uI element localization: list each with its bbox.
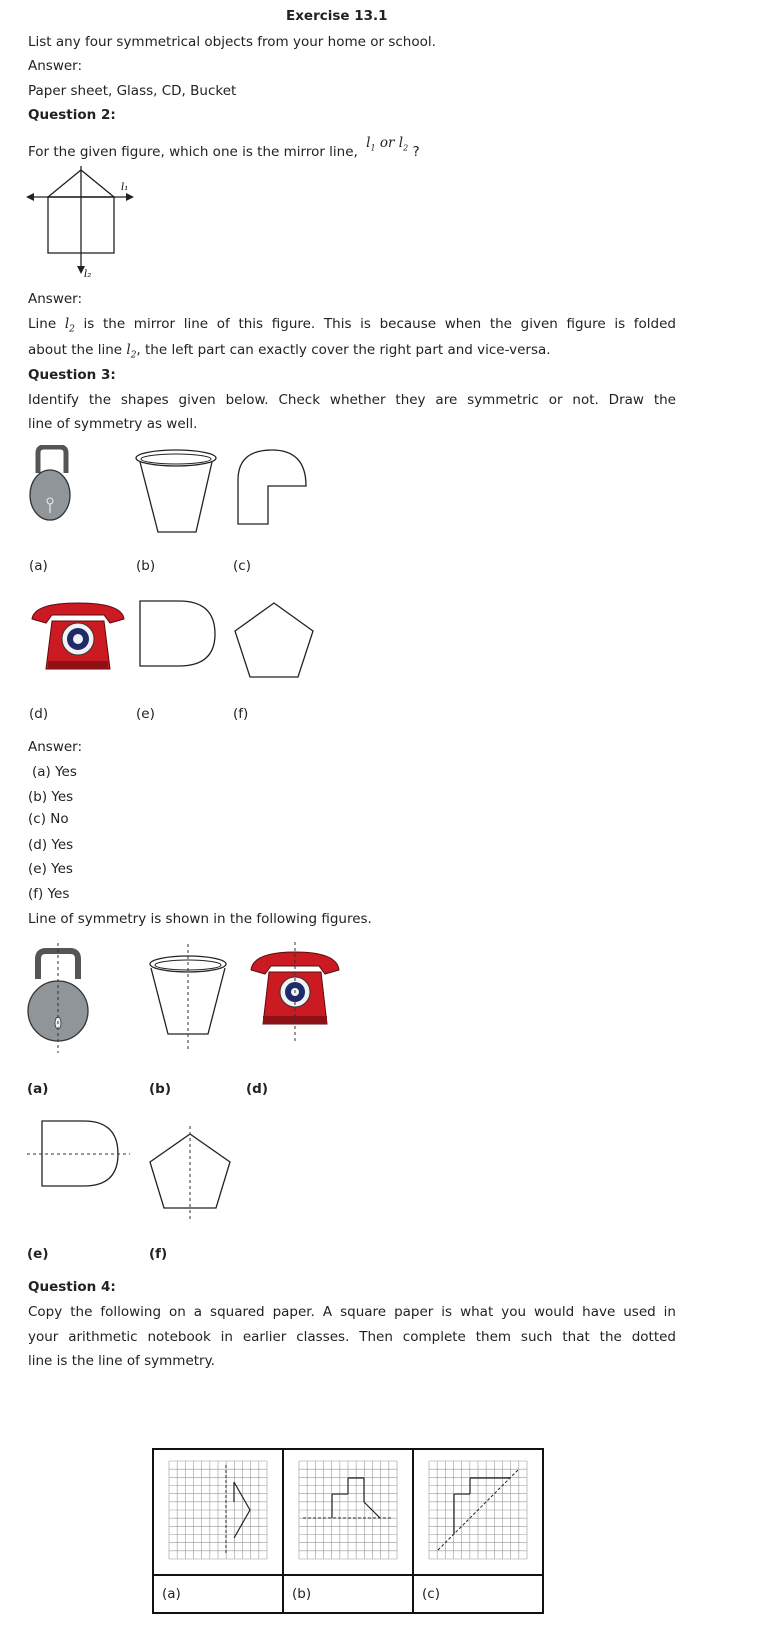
q4-text2: your arithmetic notebook in earlier classes. Then complete them such that the dotted: [28, 1329, 676, 1345]
d-shape-figure: [137, 598, 219, 670]
caption-a: (a): [29, 558, 48, 574]
var-l2: $l_2$: [64, 316, 75, 335]
grid-caption-b: (b): [283, 1575, 413, 1613]
q3-answer-d: (d) Yes: [28, 837, 74, 853]
pentagon-figure: [231, 600, 317, 680]
caption-e: (e): [136, 706, 155, 722]
grid-caption-a: (a): [153, 1575, 283, 1613]
q3-symmetry-text: Line of symmetry is shown in the following figures.: [28, 911, 372, 927]
grid-figure-c: [428, 1460, 528, 1560]
shape-edge: [234, 1482, 250, 1510]
q3-answer-label: Answer:: [28, 739, 83, 755]
sym-caption-e: (e): [27, 1246, 49, 1262]
sym-caption-d: (d): [246, 1081, 269, 1097]
q2-answer-line2: about the line $l_2$, the left part can exactly cover the right part and vice-versa.: [28, 342, 551, 361]
q4-text1: Copy the following on a squared paper. A square paper is what you would have used in: [28, 1304, 676, 1320]
caption-c: (c): [233, 558, 251, 574]
var-l2: $l_2$: [126, 342, 137, 361]
grid-caption-c: (c): [413, 1575, 543, 1613]
padlock-figure: [28, 445, 80, 527]
q3-heading: Question 3:: [28, 367, 116, 383]
caption-f: (f): [233, 706, 249, 722]
q3-answer-f: (f) Yes: [28, 886, 70, 902]
telephone-symmetry-figure: [249, 942, 341, 1046]
q3-answer-e: (e) Yes: [28, 861, 73, 877]
sym-caption-f: (f): [149, 1246, 168, 1262]
grid-table: [152, 1448, 544, 1614]
q1-answer-label: Answer:: [28, 58, 83, 74]
caption-b: (b): [136, 558, 156, 574]
house-figure: [24, 160, 144, 282]
q2-text: For the given figure, which one is the mirror line, $l_1$ or $l_2$ ?: [28, 135, 420, 160]
caption-d: (d): [29, 706, 49, 722]
q1-text: List any four symmetrical objects from your home or school.: [28, 34, 436, 50]
q4-heading: Question 4:: [28, 1279, 116, 1295]
arch-shape-figure: [232, 446, 312, 528]
bucket-symmetry-figure: [146, 942, 232, 1052]
q3-text2: line of symmetry as well.: [28, 416, 198, 432]
q3-answer-b: (b) Yes: [28, 789, 74, 805]
q2-answer-line1: Line $l_2$ is the mirror line of this figure. This is because when the given figure is folded: [28, 316, 676, 335]
q2-qmark: ?: [412, 144, 420, 160]
q3-answer-c: (c) No: [28, 811, 69, 827]
q2-or: or: [379, 135, 395, 151]
q2-l1: $l_1$: [366, 135, 376, 153]
d-shape-symmetry-figure: [26, 1118, 132, 1190]
q2-l2: $l_2$: [398, 135, 409, 153]
padlock-symmetry-figure: [26, 943, 90, 1055]
q3-text1: Identify the shapes given below. Check whether they are symmetric or not. Draw the: [28, 392, 676, 408]
bucket-figure: [134, 446, 220, 536]
shape-edge: [234, 1510, 250, 1538]
exercise-title: Exercise 13.1: [286, 8, 388, 24]
grid-figure-b: [298, 1460, 398, 1560]
pentagon-symmetry-figure: [146, 1126, 234, 1222]
grid-figure-a: [168, 1460, 268, 1560]
sym-caption-b: (b): [149, 1081, 172, 1097]
q1-answer: Paper sheet, Glass, CD, Bucket: [28, 83, 237, 99]
sym-caption-a: (a): [27, 1081, 49, 1097]
telephone-figure: [30, 601, 126, 673]
label-l1: l₁: [121, 182, 129, 193]
q2-answer-label: Answer:: [28, 291, 83, 307]
q2-heading: Question 2:: [28, 107, 116, 123]
q4-text3: line is the line of symmetry.: [28, 1353, 215, 1369]
q3-answer-a: (a) Yes: [32, 764, 77, 780]
label-l2: l₂: [84, 269, 92, 280]
